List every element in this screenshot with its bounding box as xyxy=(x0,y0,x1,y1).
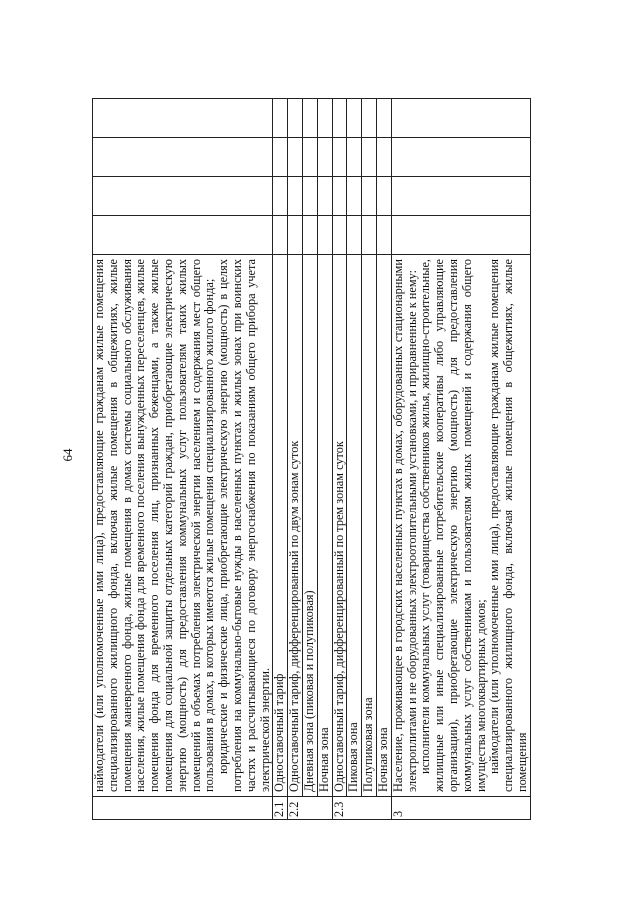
table-row xyxy=(317,99,332,820)
value-cell xyxy=(317,216,332,255)
value-cell xyxy=(93,177,273,216)
value-cell xyxy=(376,177,391,216)
value-cell xyxy=(391,138,530,177)
row-label-cell: Ночная зона xyxy=(317,255,332,797)
row-label-cell: Одноставочный тариф, дифференцированный по двум зонам суток xyxy=(288,255,303,797)
section3-paragraph: исполнители коммунальных услуг (товарищества собственников жилья, жилищно-строительные, жилищные или иные специализированные потребительские кооперативы либо управляющие организации), приобретающие электрическую энергию (мощность) для предоставления коммунальных услуг собственникам и пользователям жилых помещений и содержания общего имущества многоквартирных домов; xyxy=(418,259,488,792)
row-label-cell: Ночная зона xyxy=(376,255,391,797)
table-row xyxy=(93,99,273,820)
section3-paragraph: наймодатели (или уполномоченные ими лица), предоставляющие гражданам жилые помещения специализированного жилищного фонда, включая жилые помещения в общежитиях, жилые помещения xyxy=(487,259,529,792)
intro-paragraph: наймодатели (или уполномоченные ими лица), предоставляющие гражданам жилые помещения специализированного жилищного фонда, включая жилые помещения в общежитиях, жилые помещения маневренного фонда, жилые помещения в домах системы социального обслуживания населения, жилые помещения фонда для временного поселения вынужденных переселенцев, жилые помещения фонда для временного поселения лиц, признанных беженцами, а также жилые помещения для социальной защиты отдельных категорий граждан, приобретающие электрическую энергию (мощность) для предоставления коммунальных услуг пользователям таких жилых помещений в объемах потребления электрической энергии населением и содержания мест общего пользования в домах, в которых имеются жилые помещения специализированного жилого фонда; xyxy=(92,259,217,792)
value-cell xyxy=(273,177,288,216)
table-row xyxy=(376,99,391,820)
tariff-table-sheet xyxy=(92,98,584,820)
value-cell xyxy=(347,138,362,177)
value-cell xyxy=(376,216,391,255)
value-cell xyxy=(288,177,303,216)
page-number: 64 xyxy=(60,448,75,462)
table-row xyxy=(332,99,347,820)
value-cell xyxy=(93,99,273,138)
value-cell xyxy=(391,99,530,138)
value-cell xyxy=(376,138,391,177)
value-cell xyxy=(347,99,362,138)
table-row xyxy=(391,99,530,820)
tariff-table xyxy=(92,98,531,820)
value-cell xyxy=(93,216,273,255)
value-cell xyxy=(317,177,332,216)
row-number-cell: 2.2 xyxy=(288,797,332,820)
value-cell xyxy=(391,177,530,216)
value-cell xyxy=(273,216,288,255)
table-row xyxy=(288,99,303,820)
value-cell xyxy=(302,138,317,177)
value-cell xyxy=(362,138,377,177)
value-cell xyxy=(273,99,288,138)
description-cell xyxy=(391,255,530,797)
row-number-cell: 2.1 xyxy=(273,797,288,820)
value-cell xyxy=(317,99,332,138)
value-cell xyxy=(317,138,332,177)
row-label-cell: Пиковая зона xyxy=(347,255,362,797)
value-cell xyxy=(347,216,362,255)
value-cell xyxy=(288,216,303,255)
value-cell xyxy=(347,177,362,216)
row-number-cell: 3 xyxy=(391,797,530,820)
row-number-cell: 2.3 xyxy=(332,797,391,820)
value-cell xyxy=(302,99,317,138)
intro-paragraph: юридические и физические лица, приобретающие электрическую энергию (мощность) в целях потребления на коммунально-бытовые нужды в населенных пунктах и жилых зонах при воинских частях и рассчитывающиеся по договору энергоснабжения по показаниям общего прибора учета электрической энергии. xyxy=(216,259,272,792)
row-label-cell: Полупиковая зона xyxy=(362,255,377,797)
value-cell xyxy=(332,99,347,138)
value-cell xyxy=(391,216,530,255)
value-cell xyxy=(288,99,303,138)
row-label-cell: Одноставочный тариф, дифференцированный по трем зонам суток xyxy=(332,255,347,797)
value-cell xyxy=(376,99,391,138)
value-cell xyxy=(288,138,303,177)
value-cell xyxy=(302,177,317,216)
value-cell xyxy=(93,138,273,177)
table-row xyxy=(347,99,362,820)
value-cell xyxy=(332,177,347,216)
value-cell xyxy=(362,99,377,138)
description-cell xyxy=(93,255,273,797)
value-cell xyxy=(362,216,377,255)
value-cell xyxy=(302,216,317,255)
value-cell xyxy=(332,138,347,177)
table-row xyxy=(362,99,377,820)
section3-paragraph: Население, проживающее в городских населенных пунктах в домах, оборудованных стационарными электроплитами и не оборудованных электроотопительными установками, и приравненные к нему: xyxy=(390,259,419,792)
value-cell xyxy=(273,138,288,177)
value-cell xyxy=(362,177,377,216)
value-cell xyxy=(332,216,347,255)
table-row xyxy=(302,99,317,820)
row-label-cell: Дневная зона (пиковая и полупиковая) xyxy=(302,255,317,797)
row-number-cell xyxy=(93,797,273,820)
table-row xyxy=(273,99,288,820)
row-label-cell: Одноставочный тариф xyxy=(273,255,288,797)
